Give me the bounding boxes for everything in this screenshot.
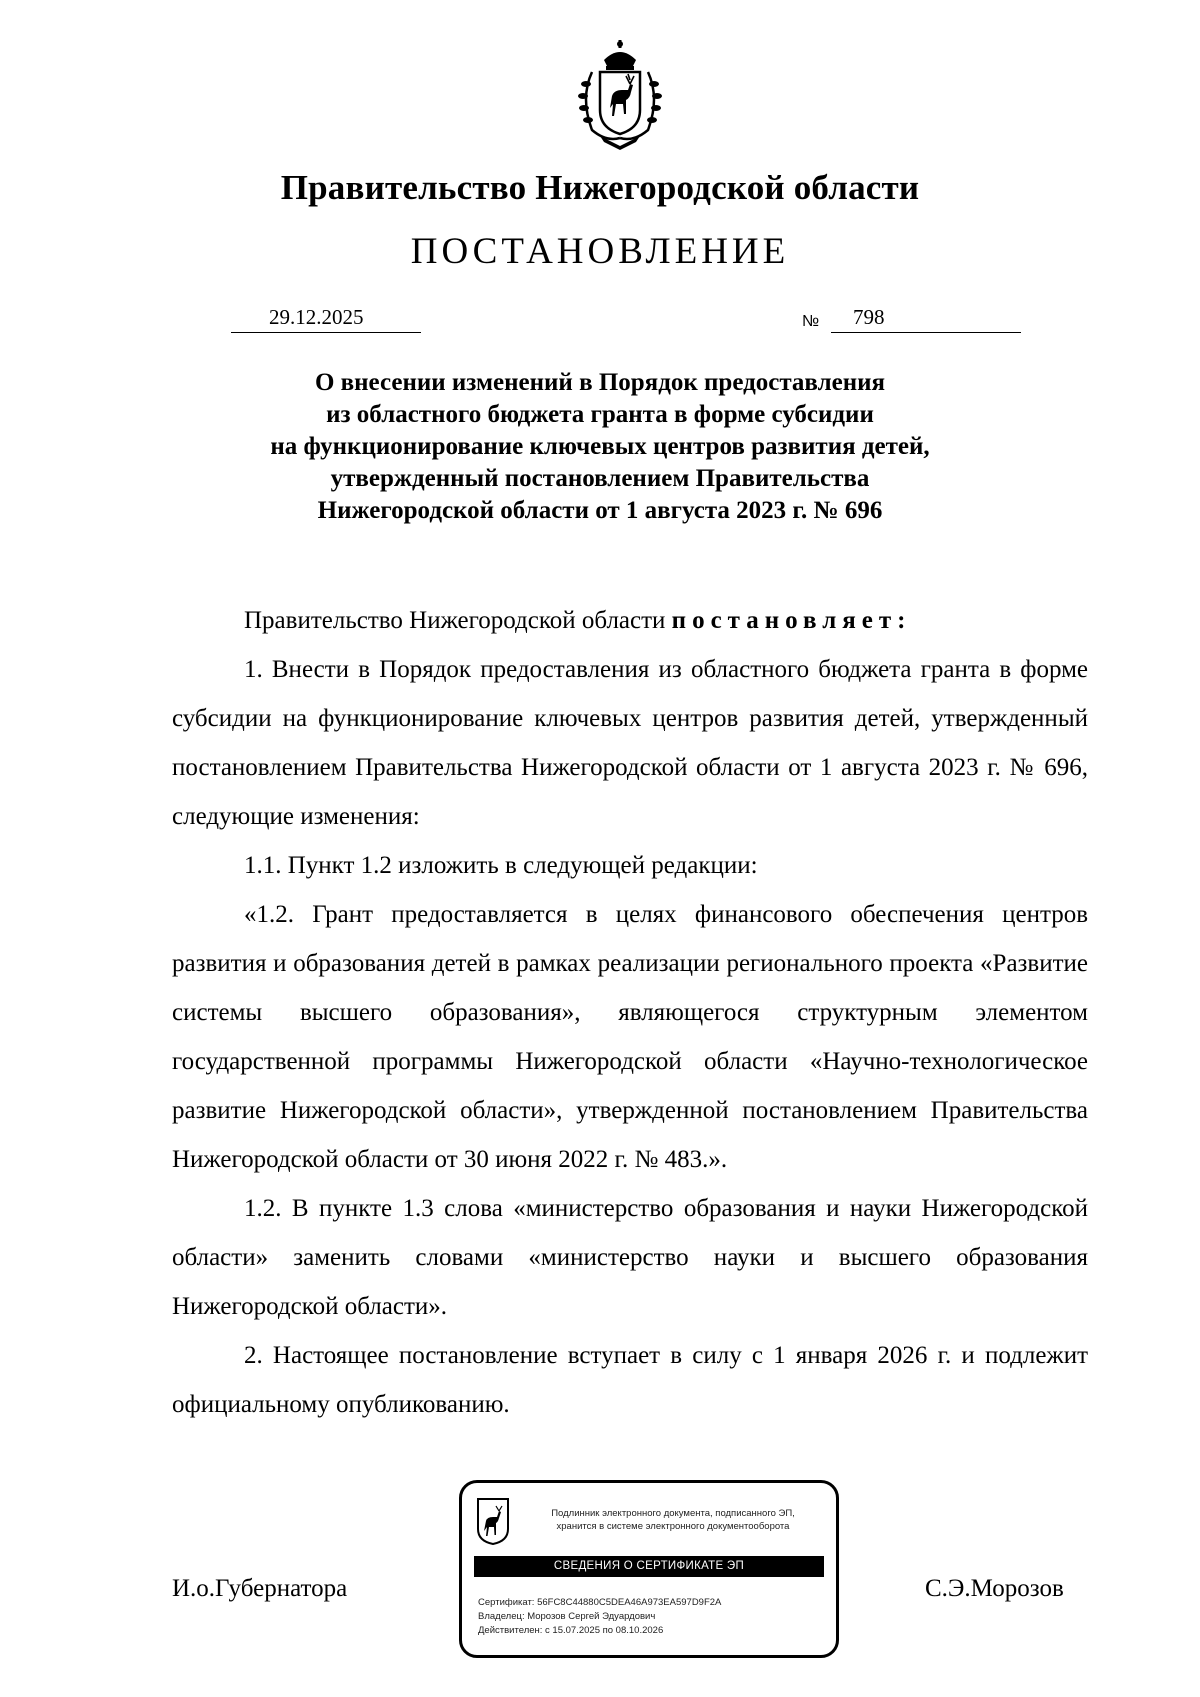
document-number: 798 — [853, 305, 885, 329]
subject-line: утвержденный постановлением Правительства — [330, 465, 870, 492]
document-date: 29.12.2025 — [269, 305, 364, 329]
deer-emblem-icon — [476, 1497, 510, 1545]
paragraph-2: 2. Настоящее постановление вступает в силу с 1 января 2026 г. и подлежит официальному опубликованию. — [172, 1342, 1088, 1418]
stamp-note-line: хранится в системе электронного документооборота — [556, 1521, 790, 1532]
number-label: № — [802, 313, 820, 330]
document-body — [172, 596, 1088, 1429]
certificate-validity: Действителен: с 15.07.2025 по 08.10.2026 — [478, 1625, 664, 1636]
subject-line: на функционирование ключевых центров развития детей, — [270, 433, 930, 460]
paragraph-1-1: 1.1. Пункт 1.2 изложить в следующей редакции: — [244, 852, 758, 879]
certificate-owner: Владелец: Морозов Сергей Эдуардович — [478, 1611, 656, 1622]
certificate-id: Сертификат: 56FC8C44880C5DEA46A973EA597D9F2A — [478, 1597, 722, 1608]
coat-of-arms-icon — [570, 38, 670, 150]
paragraph-1: 1. Внести в Порядок предоставления из областного бюджета гранта в форме субсидии на функционирование ключевых центров развития детей, утвержденный постановлением Правительства Нижегородской области от 1 августа 2023 г. № 696, следующие изменения: — [172, 656, 1088, 830]
preamble — [172, 596, 1088, 645]
document-type: ПОСТАНОВЛЕНИЕ — [410, 231, 790, 272]
stamp-note — [518, 1507, 828, 1533]
subject-line: Нижегородской области от 1 августа 2023 г. № 696 — [317, 497, 883, 524]
certificate-details — [478, 1596, 721, 1638]
document-date-field — [231, 302, 421, 333]
paragraph-1-1-quote: «1.2. Грант предоставляется в целях финансового обеспечения центров развития и образования детей в рамках реализации регионального проекта «Развитие системы высшего образования», являющегося структурным элементом государственной программы Нижегородской области «Научно-технологическое развитие Нижегородской области», утвержденной постановлением Правительства Нижегородской области от 30 июня 2022 г. № 483.». — [172, 901, 1088, 1173]
subject-line: из областного бюджета гранта в форме субсидии — [326, 401, 874, 428]
preamble-verb: постановляет: — [671, 607, 912, 634]
organization-title: Правительство Нижегородской области — [280, 168, 920, 207]
paragraph-1-2: 1.2. В пункте 1.3 слова «министерство образования и науки Нижегородской области» заменить словами «министерство науки и высшего образования Нижегородской области». — [172, 1195, 1088, 1320]
document-number-field — [831, 302, 1021, 333]
preamble-text: Правительство Нижегородской области — [244, 607, 666, 634]
document-subject — [160, 367, 1040, 527]
signatory-position: И.о.Губернатора — [172, 1575, 348, 1602]
signatory-name: С.Э.Морозов — [925, 1575, 1064, 1602]
stamp-note-line: Подлинник электронного документа, подписанного ЭП, — [551, 1508, 795, 1519]
certificate-header-bar: СВЕДЕНИЯ О СЕРТИФИКАТЕ ЭП — [474, 1556, 824, 1577]
subject-line: О внесении изменений в Порядок предоставления — [314, 369, 886, 396]
electronic-signature-stamp — [459, 1480, 839, 1658]
